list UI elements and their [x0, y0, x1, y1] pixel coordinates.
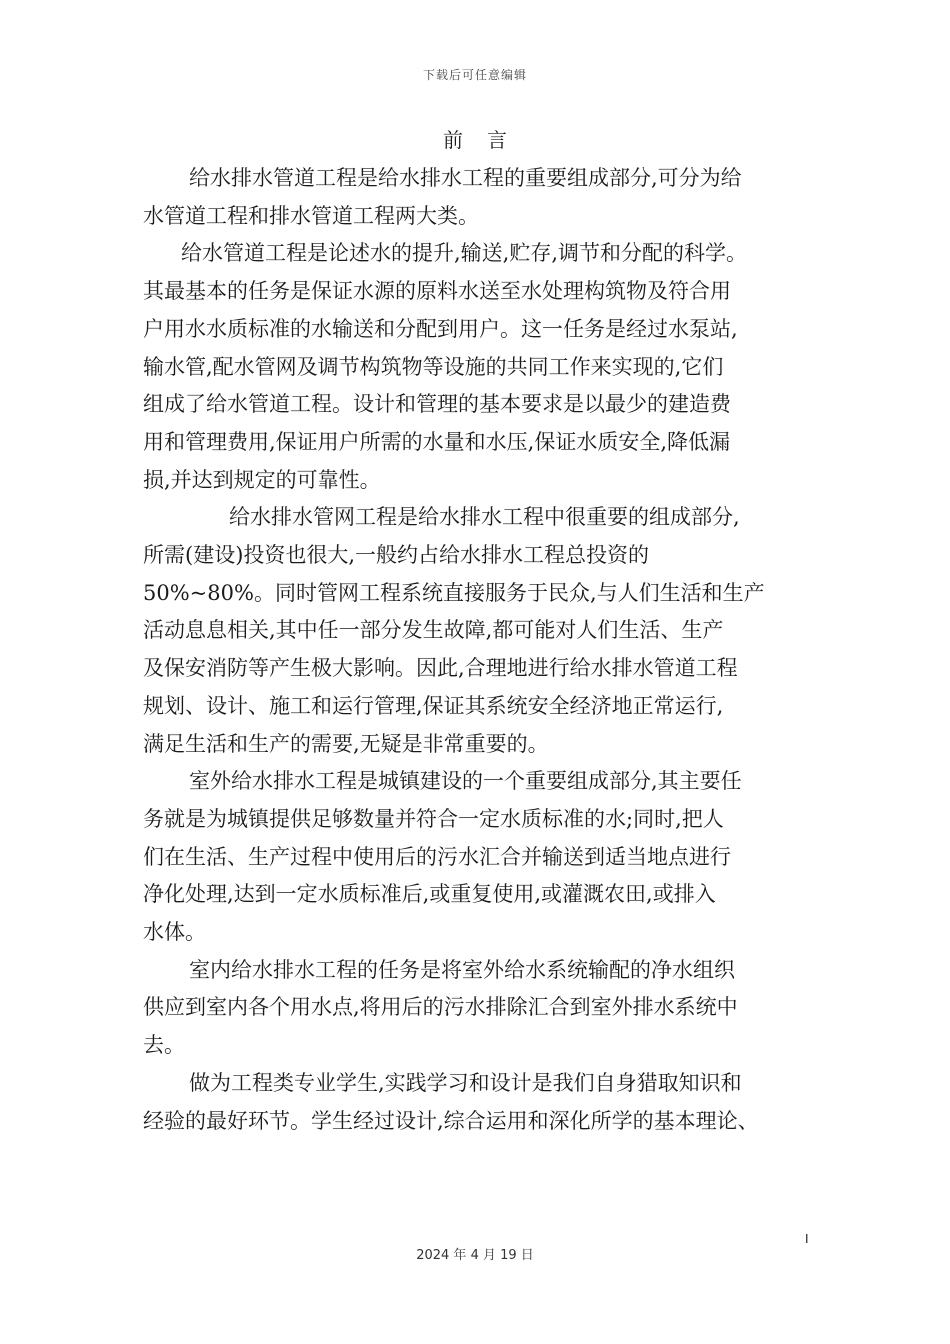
body-line: 组成了给水管道工程。设计和管理的基本要求是以最少的建造费: [143, 392, 731, 417]
body-line: 给水排水管网工程是给水排水工程中很重要的组成部分,: [229, 505, 740, 530]
body-line: 们在生活、生产过程中使用后的污水汇合并输送到适当地点进行: [143, 844, 731, 869]
body-line: 去。: [143, 1033, 185, 1058]
page-header: 下载后可任意编辑: [422, 68, 527, 82]
body-line: 50%~80%。同时管网工程系统直接服务于民众,与人们生活和生产: [143, 580, 765, 605]
body-line: 及保安消防等产生极大影响。因此,合理地进行给水排水管道工程: [143, 656, 738, 681]
body-line: 给水排水管道工程是给水排水工程的重要组成部分,可分为给: [189, 166, 742, 190]
body-line: 净化处理,达到一定水质标准后,或重复使用,或灌溉农田,或排入: [143, 882, 716, 907]
page-number: I: [805, 1232, 809, 1246]
body-line: 经验的最好环节。学生经过设计,综合运用和深化所学的基本理论、: [143, 1108, 759, 1133]
body-line: 损,并达到规定的可靠性。: [143, 467, 381, 492]
body-line: 室内给水排水工程的任务是将室外给水系统输配的净水组织: [189, 957, 735, 982]
body-line: 务就是为城镇提供足够数量并符合一定水质标准的水;同时,把人: [143, 806, 724, 831]
body-line: 做为工程类专业学生,实践学习和设计是我们自身猎取知识和: [189, 1070, 742, 1095]
body-line: 室外给水排水工程是城镇建设的一个重要组成部分,其主要任: [189, 769, 742, 794]
body-line: 给水管道工程是论述水的提升,输送,贮存,调节和分配的科学。: [181, 241, 748, 266]
body-line: 所需(建设)投资也很大,一般约占给水排水工程总投资的: [143, 543, 650, 568]
body-line: 户用水水质标准的水输送和分配到用户。这一任务是经过水泵站,: [143, 316, 738, 341]
body-line: 水体。: [143, 920, 206, 945]
body-line: 供应到室内各个用水点,将用后的污水排除汇合到室外排水系统中: [143, 995, 738, 1020]
body-line: 其最基本的任务是保证水源的原料水送至水处理构筑物及符合用: [143, 279, 731, 304]
body-line: 规划、设计、施工和运行管理,保证其系统安全经济地正常运行,: [143, 693, 724, 718]
page-footer-date: 2024 年 4 月 19 日: [416, 1248, 534, 1263]
document-body: [143, 160, 815, 1140]
body-line: 活动息息相关,其中任一部分发生故障,都可能对人们生活、生产: [143, 618, 724, 643]
body-line: 水管道工程和排水管道工程两大类。: [143, 203, 479, 228]
body-line: 用和管理费用,保证用户所需的水量和水压,保证水质安全,降低漏: [143, 429, 731, 454]
body-line: 输水管,配水管网及调节构筑物等设施的共同工作来实现的,它们: [143, 354, 724, 379]
document-title: 前言: [443, 128, 531, 152]
body-line: 满足生活和生产的需要,无疑是非常重要的。: [143, 731, 549, 756]
